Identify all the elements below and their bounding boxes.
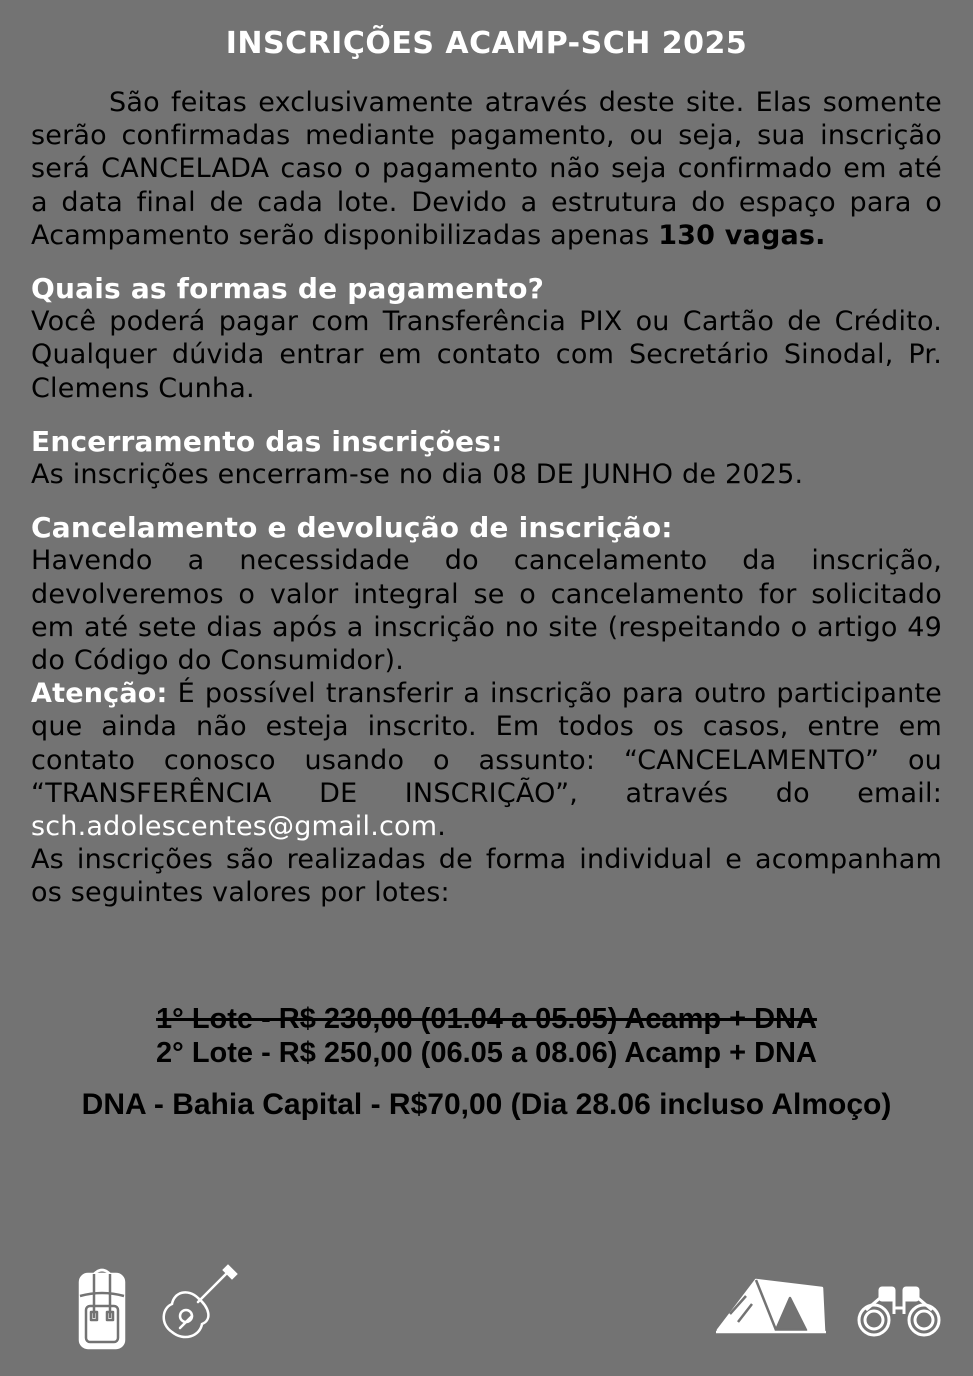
- cancellation-section: [31, 511, 942, 909]
- cancellation-text: Havendo a necessidade do cancelamento da inscrição, devolveremos o valor integral se o cancelamento for solicitado em até sete dias após a inscrição no site (respeitando o artigo 49 do Código do Consumidor).: [31, 545, 942, 677]
- lot-2-price: 2° Lote - R$ 250,00 (06.05 a 08.06) Acamp + DNA: [156, 1037, 817, 1069]
- binoculars-icon: [856, 1286, 942, 1338]
- payment-section: [31, 272, 942, 405]
- contact-email[interactable]: sch.adolescentes@gmail.com: [31, 811, 438, 843]
- closing-text: As inscrições encerram-se no dia 08 DE JUNHO de 2025.: [31, 459, 804, 491]
- guitar-icon: [158, 1262, 238, 1342]
- email-suffix: .: [437, 811, 447, 843]
- page-title: INSCRIÇÕES ACAMP-SCH 2025: [225, 26, 748, 61]
- tent-icon: [716, 1274, 826, 1336]
- closing-heading: Encerramento das inscrições:: [31, 424, 503, 458]
- cancellation-heading: Cancelamento e devolução de inscrição:: [31, 511, 673, 545]
- payment-heading: Quais as formas de pagamento?: [31, 272, 545, 306]
- payment-text: Você poderá pagar com Transferência PIX ou Cartão de Crédito. Qualquer dúvida entrar em contato com Secretário Sinodal, Pr. Clemens Cunha.: [31, 306, 942, 404]
- closing-section: [31, 425, 942, 491]
- intro-paragraph: [31, 86, 942, 252]
- backpack-icon: [74, 1266, 130, 1352]
- attention-paragraph: [31, 677, 942, 843]
- dna-price: DNA - Bahia Capital - R$70,00 (Dia 28.06 incluso Almoço): [81, 1088, 892, 1121]
- lots-intro: As inscrições são realizadas de forma individual e acompanham os seguintes valores por lotes:: [31, 844, 942, 909]
- lot-1-price: 1° Lote - R$ 230,00 (01.04 a 05.05) Acamp + DNA: [156, 1003, 817, 1035]
- attention-text: É possível transferir a inscrição para outro participante que ainda não esteja inscrito. Em todos os casos, entre em contato conosco usando o assunto: “CANCELAMENTO” ou “TRANSFERÊNCIA DE INSCRIÇÃO”, através do email:: [31, 678, 942, 809]
- attention-label: Atenção:: [31, 678, 168, 710]
- vacancies-highlight: 130 vagas.: [658, 219, 826, 251]
- content-body: [31, 86, 942, 910]
- intro-text: São feitas exclusivamente através deste site. Elas somente serão confirmadas mediante pagamento, ou seja, sua inscrição será CANCELADA caso o pagamento não seja confirmado em até a data final de cada lote. Devido a estrutura do espaço para o Acampamento serão disponibilizadas apenas: [31, 87, 942, 251]
